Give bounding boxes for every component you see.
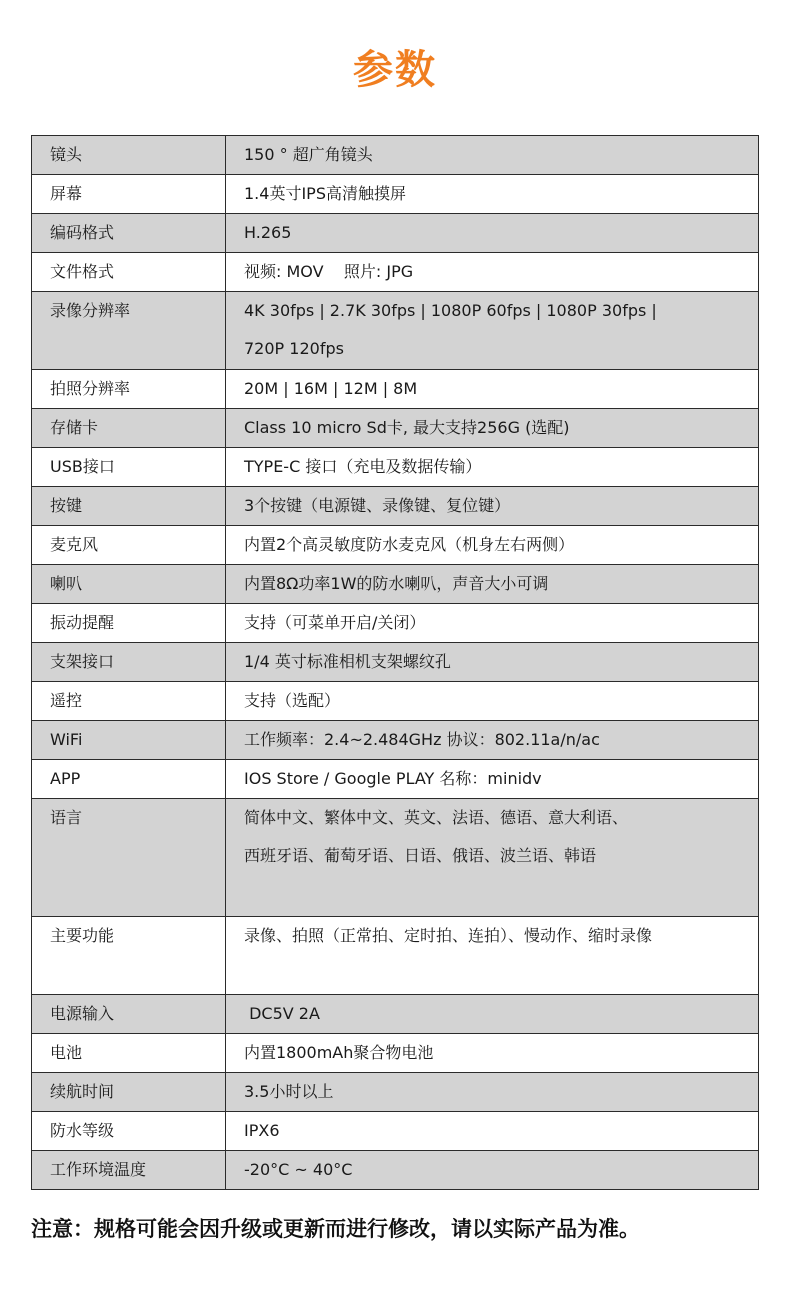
spec-key: 文件格式 — [32, 253, 226, 292]
spec-key: 电池 — [32, 1034, 226, 1073]
spec-row — [32, 253, 759, 292]
spec-row — [32, 643, 759, 682]
spec-key: 防水等级 — [32, 1112, 226, 1151]
spec-value: 1/4 英寸标准相机支架螺纹孔 — [226, 643, 759, 682]
spec-row — [32, 604, 759, 643]
spec-row — [32, 760, 759, 799]
spec-key: 喇叭 — [32, 565, 226, 604]
spec-row — [32, 1151, 759, 1190]
spec-key: 语言 — [32, 799, 226, 917]
spec-value: 3个按键（电源键、录像键、复位键） — [226, 487, 759, 526]
spec-value: 支持（可菜单开启/关闭） — [226, 604, 759, 643]
spec-row — [32, 721, 759, 760]
spec-value: 3.5小时以上 — [226, 1073, 759, 1112]
spec-value: 简体中文、繁体中文、英文、法语、德语、意大利语、 西班牙语、葡萄牙语、日语、俄语、波兰语、韩语 — [226, 799, 759, 917]
spec-row — [32, 487, 759, 526]
spec-value: IOS Store / Google PLAY 名称：minidv — [226, 760, 759, 799]
spec-row — [32, 370, 759, 409]
spec-value: TYPE-C 接口（充电及数据传输） — [226, 448, 759, 487]
spec-key: 录像分辨率 — [32, 292, 226, 370]
spec-value: 20M | 16M | 12M | 8M — [226, 370, 759, 409]
spec-key: 电源输入 — [32, 995, 226, 1034]
spec-row — [32, 1112, 759, 1151]
spec-key: 支架接口 — [32, 643, 226, 682]
spec-key: 遥控 — [32, 682, 226, 721]
spec-key: 续航时间 — [32, 1073, 226, 1112]
spec-row — [32, 917, 759, 995]
spec-row — [32, 292, 759, 370]
spec-value: 1.4英寸IPS高清触摸屏 — [226, 175, 759, 214]
spec-key: 编码格式 — [32, 214, 226, 253]
spec-value: 视频: MOV 照片: JPG — [226, 253, 759, 292]
spec-row — [32, 214, 759, 253]
spec-value: 内置8Ω功率1W的防水喇叭，声音大小可调 — [226, 565, 759, 604]
spec-value: 内置1800mAh聚合物电池 — [226, 1034, 759, 1073]
spec-value: 工作频率：2.4~2.484GHz 协议：802.11a/n/ac — [226, 721, 759, 760]
spec-key: APP — [32, 760, 226, 799]
spec-key: WiFi — [32, 721, 226, 760]
spec-row — [32, 526, 759, 565]
spec-key: 拍照分辨率 — [32, 370, 226, 409]
spec-key: 工作环境温度 — [32, 1151, 226, 1190]
spec-row — [32, 175, 759, 214]
spec-value: 录像、拍照（正常拍、定时拍、连拍）、慢动作、缩时录像 — [226, 917, 759, 995]
spec-value: DC5V 2A — [226, 995, 759, 1034]
spec-table — [31, 135, 759, 1190]
spec-key: 存储卡 — [32, 409, 226, 448]
spec-value: 150 ° 超广角镜头 — [226, 136, 759, 175]
disclaimer-note: 注意：规格可能会因升级或更新而进行修改，请以实际产品为准。 — [31, 1217, 640, 1241]
spec-row — [32, 1034, 759, 1073]
spec-key: 振动提醒 — [32, 604, 226, 643]
spec-key: 按键 — [32, 487, 226, 526]
spec-value: IPX6 — [226, 1112, 759, 1151]
spec-row — [32, 995, 759, 1034]
spec-row — [32, 1073, 759, 1112]
spec-row — [32, 136, 759, 175]
spec-row — [32, 448, 759, 487]
spec-row — [32, 799, 759, 917]
spec-row — [32, 682, 759, 721]
spec-key: 屏幕 — [32, 175, 226, 214]
spec-key: USB接口 — [32, 448, 226, 487]
spec-value: -20°C ~ 40°C — [226, 1151, 759, 1190]
spec-value: 内置2个高灵敏度防水麦克风（机身左右两侧） — [226, 526, 759, 565]
spec-value: 4K 30fps | 2.7K 30fps | 1080P 60fps | 1080P 30fps | 720P 120fps — [226, 292, 759, 370]
spec-value: H.265 — [226, 214, 759, 253]
spec-key: 镜头 — [32, 136, 226, 175]
spec-key: 主要功能 — [32, 917, 226, 995]
spec-row — [32, 565, 759, 604]
page-title: 参数 — [353, 47, 437, 93]
spec-table-body — [32, 136, 759, 1190]
spec-value: 支持（选配） — [226, 682, 759, 721]
spec-row — [32, 409, 759, 448]
spec-value: Class 10 micro Sd卡, 最大支持256G (选配) — [226, 409, 759, 448]
spec-key: 麦克风 — [32, 526, 226, 565]
